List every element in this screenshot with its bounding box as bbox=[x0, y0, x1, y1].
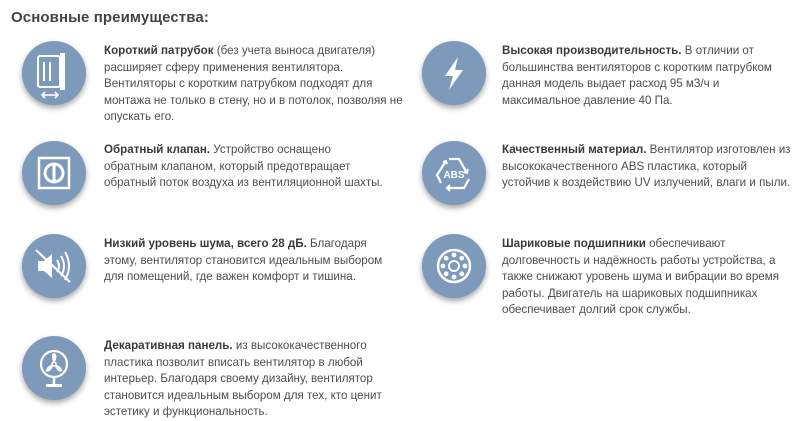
feature-text: из высококачественного пластика позволит вписать вентилятор в любой интерьер. Благодаря своему дизайну, вентилятор становится идеальным выбором для тех, кто ценит эстетику и функциональность. bbox=[104, 339, 382, 419]
feature-text: Вентилятор изготовлен из высококачественного ABS пластика, который устойчив к воздействию UV излучений, влаги и пыли. bbox=[502, 143, 791, 190]
feature-text: Устройство оснащено обратным клапаном, который предотвращает обратный поток воздуха из вентиляционной шахты. bbox=[104, 143, 383, 190]
check-valve-icon bbox=[22, 141, 86, 205]
feature-description bbox=[104, 142, 384, 192]
feature-description bbox=[502, 236, 794, 319]
feature-text: обеспечивают долговечность и надёжность работы устройства, а также снижают уровень шума и вибрации во время работы. Двигатель на шариковых подшипниках обеспечивает долгий срок службы. bbox=[502, 237, 779, 317]
feature-title: Декаративная панель. bbox=[104, 339, 233, 352]
feature-description bbox=[502, 142, 794, 192]
section-title: Основные преимущества: bbox=[11, 9, 209, 26]
feature-title: Качественный материал. bbox=[502, 143, 647, 156]
lightning-icon bbox=[422, 41, 486, 105]
svg-text:ABS: ABS bbox=[443, 170, 465, 181]
feature-title: Шариковые подшипники bbox=[502, 237, 646, 250]
feature-title: Низкий уровень шума, всего 28 дБ. bbox=[104, 237, 307, 250]
feature-title: Обратный клапан. bbox=[104, 143, 211, 156]
feature-text: Благодаря этому, вентилятор становится идеальным выбором для помещений, где важен комфорт и тишина. bbox=[104, 237, 383, 284]
feature-description bbox=[104, 338, 404, 421]
feature-description bbox=[104, 236, 394, 286]
feature-title: Высокая производительность. bbox=[502, 44, 682, 57]
low-noise-icon bbox=[22, 234, 86, 298]
short-nozzle-icon bbox=[22, 41, 86, 105]
feature-text: В отличии от большинства вентиляторов с коротким патрубком данная модель выдает расход 95 м3/ч и максимальное давление 40 Па. bbox=[502, 44, 772, 107]
decorative-fan-icon bbox=[22, 336, 86, 400]
feature-description bbox=[104, 43, 404, 126]
abs-recycle-icon bbox=[422, 141, 486, 205]
feature-text: (без учета выноса двигателя) расширяет сферу применения вентилятора. Вентиляторы с коротким патрубком подходят для монтажа не только в стену, но и в потолок, позволяя не опускать его. bbox=[104, 44, 403, 124]
feature-description bbox=[502, 43, 794, 109]
feature-title: Короткий патрубок bbox=[104, 44, 214, 57]
ball-bearing-icon bbox=[422, 234, 486, 298]
